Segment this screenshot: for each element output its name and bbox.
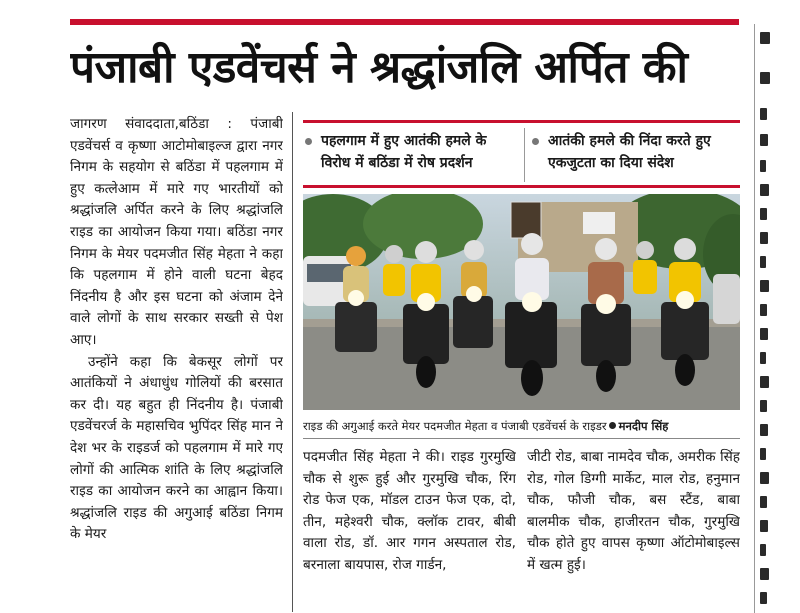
motorcycle-riders-photo: [303, 194, 740, 410]
parked-car-right: [713, 274, 740, 324]
signboard: [583, 212, 615, 234]
adjacent-article-divider: [754, 24, 755, 613]
column-divider: [292, 112, 293, 612]
subheadline-right: [532, 130, 742, 174]
caption-rule: [303, 438, 740, 439]
caption-bullet-icon: [609, 422, 616, 429]
top-red-rule: [70, 19, 739, 25]
subheadline-left: [305, 130, 520, 174]
subhead-bottom-rule: [303, 185, 740, 188]
headline: पंजाबी एडवेंचर्स ने श्रद्धांजलि अर्पित की: [70, 42, 688, 93]
held-photo: [511, 202, 541, 238]
photo-caption: [303, 416, 740, 436]
photo-credit: मनदीप सिंह: [618, 419, 669, 433]
article-column-left: [70, 114, 283, 612]
article-column-right: [527, 447, 740, 612]
article-paragraph: उन्होंने कहा कि बेकसूर लोगों पर आतंकियों ने अंधाधुंध गोलियों की बरसात कर दी। यह बहुत ही निंदनीय है। पंजाबी एडवेंचरर्ज के महासचिव भुपिंदर सिंह मान ने देश भर के राइडर्ज को पहलगाम में मारे गए लोगों की आत्मिक शांति के लिए श्रद्धांजलि राइड का आयोजन करने का आह्वान किया। श्रद्धांजलि राइड की अगुआई बठिंडा निगम के मेयर: [70, 353, 283, 543]
bullet-icon: [305, 138, 312, 145]
article-paragraph: पदमजीत सिंह मेहता ने की। राइड गुरमुखि चौक से शुरू हुई और गुरमुखि चौक, रिंग रोड फेज एक, मॉडल टाउन फेज एक, दो, तीन, महेश्वरी चौक, क्लॉक टावर, बीबी वाला रोड, डॉ. आर गगन अस्पताल रोड, बरनाला बायपास, रोज गार्डन,: [303, 449, 516, 573]
subhead-divider: [524, 128, 525, 182]
adjacent-article-edge: [760, 24, 800, 613]
news-photo: [303, 194, 740, 410]
article-paragraph: जागरण संवाददाता,बठिंडा : पंजाबी एडवेंचर्स व कृष्णा आटोमोबाइल्ज द्वारा नगर निगम के सहयोग से बठिंडा में पहलगाम में हुए कत्लेआम में मारे गए भारतीयों को श्रद्धांजलि अर्पित करने के लिए श्रद्धांजलि राइड का आयोजन किया गया। बठिंडा नगर निगम के मेयर पदमजीत सिंह मेहता ने कहा कि पहलगाम में होने वाली घटना बेहद निंदनीय है और इस घटना को अंजाम देने वाले लोगों के साथ सरकार सख्ती से पेश आए।: [70, 116, 283, 348]
bullet-icon: [532, 138, 539, 145]
article-paragraph: जीटी रोड, बाबा नामदेव चौक, अमरीक सिंह रोड, गोल डिग्गी मार्केट, माल रोड, हनुमान चौक, फौजी चौक, बस स्टैंड, बाबा बालमीक चौक, हाजीरतन चौक, गुरमुखि चौक होते हुए वापस कृष्णा ऑटोमोबाइल्स में खत्म हुई।: [527, 449, 740, 573]
article-column-middle: [303, 447, 516, 612]
subheadline-text: आतंकी हमले की निंदा करते हुए एकजुटता का दिया संदेश: [548, 133, 711, 171]
subhead-top-rule: [303, 120, 740, 123]
caption-text: राइड की अगुआई करते मेयर पदमजीत मेहता व पंजाबी एडवेंचर्स के राइडर: [303, 419, 607, 433]
subheadline-text: पहलगाम में हुए आतंकी हमले के विरोध में बठिंडा में रोष प्रदर्शन: [321, 133, 487, 171]
